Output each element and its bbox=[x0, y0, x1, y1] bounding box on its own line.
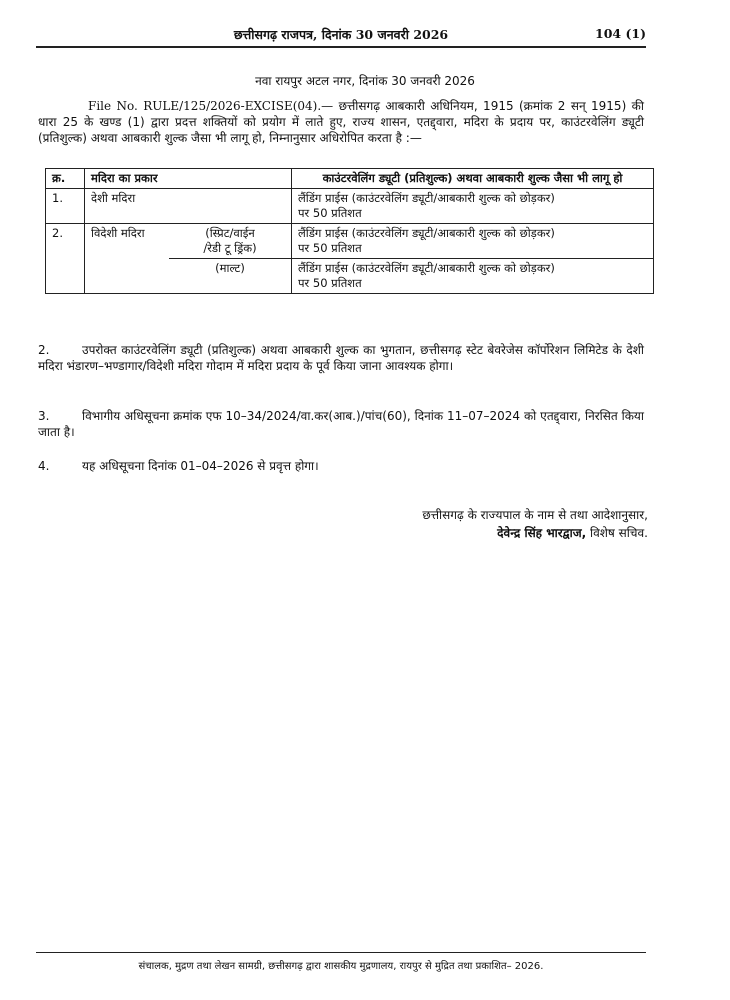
paragraph-4 bbox=[38, 458, 644, 474]
row2-serial: 2. bbox=[46, 224, 85, 294]
gazette-header bbox=[36, 24, 646, 48]
paragraph-2-text: उपरोक्त काउंटरवेलिंग ड्यूटी (प्रतिशुल्क) अथवा आबकारी शुल्क का भुगतान, छत्तीसगढ़ स्टेट बेवरेजेस कॉर्पोरेशन लिमिटेड के देशी मदिरा भंडारण–भण्डागार/विदेशी मदिरा गोदाम में मदिरा प्रदाय के पूर्व किया जाना आवश्यक होगा। bbox=[38, 343, 644, 373]
signatory-name: देवेन्द्र सिंह भारद्वाज, bbox=[497, 526, 587, 540]
header-type: मदिरा का प्रकार bbox=[85, 169, 292, 189]
table-row bbox=[46, 224, 654, 259]
row1-type: देशी मदिरा bbox=[85, 189, 292, 224]
paragraph-2-number: 2. bbox=[38, 343, 50, 357]
row2-type: विदेशी मदिरा bbox=[85, 224, 170, 294]
row2-sub-b-duty bbox=[292, 259, 654, 294]
signature-authority: छत्तीसगढ़ के राज्यपाल के नाम से तथा आदेशानुसार, bbox=[422, 508, 648, 522]
signature-block bbox=[422, 506, 648, 542]
row2-sub-a-duty-line2: पर 50 प्रतिशत bbox=[298, 241, 362, 255]
file-number: File No. RULE/125/2026-EXCISE(04).— bbox=[88, 99, 334, 113]
row2-sub-a bbox=[169, 224, 292, 259]
row2-sub-b: (माल्ट) bbox=[169, 259, 292, 294]
row1-duty-line2: पर 50 प्रतिशत bbox=[298, 206, 362, 220]
row1-serial: 1. bbox=[46, 189, 85, 224]
header-duty: काउंटरवेलिंग ड्यूटी (प्रतिशुल्क) अथवा आबकारी शुल्क जैसा भी लागू हो bbox=[292, 169, 654, 189]
paragraph-4-number: 4. bbox=[38, 459, 50, 473]
row2-sub-b-duty-line1: लैंडिंग प्राईस (काउंटरवेलिंग ड्यूटी/आबकारी शुल्क को छोड़कर) bbox=[298, 261, 555, 275]
row2-sub-a-duty bbox=[292, 224, 654, 259]
paragraph-4-text: यह अधिसूचना दिनांक 01–04–2026 से प्रवृत्त होगा। bbox=[82, 459, 319, 473]
table-row bbox=[46, 189, 654, 224]
printer-footer: संचालक, मुद्रण तथा लेखन सामग्री, छत्तीसगढ़ द्वारा शासकीय मुद्रणालय, रायपुर से मुद्रित तथा प्रकाशित– 2026. bbox=[36, 952, 646, 972]
paragraph-3-number: 3. bbox=[38, 409, 50, 423]
table-header-row bbox=[46, 169, 654, 189]
place-date: नवा रायपुर अटल नगर, दिनांक 30 जनवरी 2026 bbox=[255, 74, 475, 88]
preamble-text: छत्तीसगढ़ आबकारी अधिनियम, 1915 (क्रमांक 2 सन् 1915) की धारा 25 के खण्ड (1) द्वारा प्रदत्त शक्तियों को प्रयोग में लाते हुए, राज्य शासन, एतद्द्वारा, मदिरा के प्रदाय पर, काउंटरवेलिंग ड्यूटी (प्रतिशुल्क) अथवा आबकारी शुल्क जैसा भी लागू हो, निम्नानुसार अधिरोपित करता है :— bbox=[38, 99, 644, 145]
paragraph-2 bbox=[38, 342, 644, 374]
row2-sub-a-line2: /रेडी टू ड्रिंक) bbox=[203, 241, 257, 255]
paragraph-3-text: विभागीय अधिसूचना क्रमांक एफ 10–34/2024/वा.कर(आब.)/पांच(60), दिनांक 11–07–2024 को एतद्द्वारा, निरसित किया जाता है। bbox=[38, 409, 644, 439]
row2-sub-b-duty-line2: पर 50 प्रतिशत bbox=[298, 276, 362, 290]
paragraph-3 bbox=[38, 408, 644, 440]
row1-duty bbox=[292, 189, 654, 224]
preamble bbox=[38, 98, 644, 146]
signatory-designation: विशेष सचिव. bbox=[586, 526, 648, 540]
gazette-title: छत्तीसगढ़ राजपत्र, दिनांक 30 जनवरी 2026 bbox=[233, 27, 449, 42]
row1-duty-line1: लैंडिंग प्राईस (काउंटरवेलिंग ड्यूटी/आबकारी शुल्क को छोड़कर) bbox=[298, 191, 555, 205]
header-serial: क्र. bbox=[46, 169, 85, 189]
page-number: 104 (1) bbox=[595, 26, 646, 41]
duty-table bbox=[45, 168, 654, 294]
row2-sub-a-line1: (स्प्रिट/वाईन bbox=[205, 226, 255, 240]
row2-sub-a-duty-line1: लैंडिंग प्राईस (काउंटरवेलिंग ड्यूटी/आबकारी शुल्क को छोड़कर) bbox=[298, 226, 555, 240]
